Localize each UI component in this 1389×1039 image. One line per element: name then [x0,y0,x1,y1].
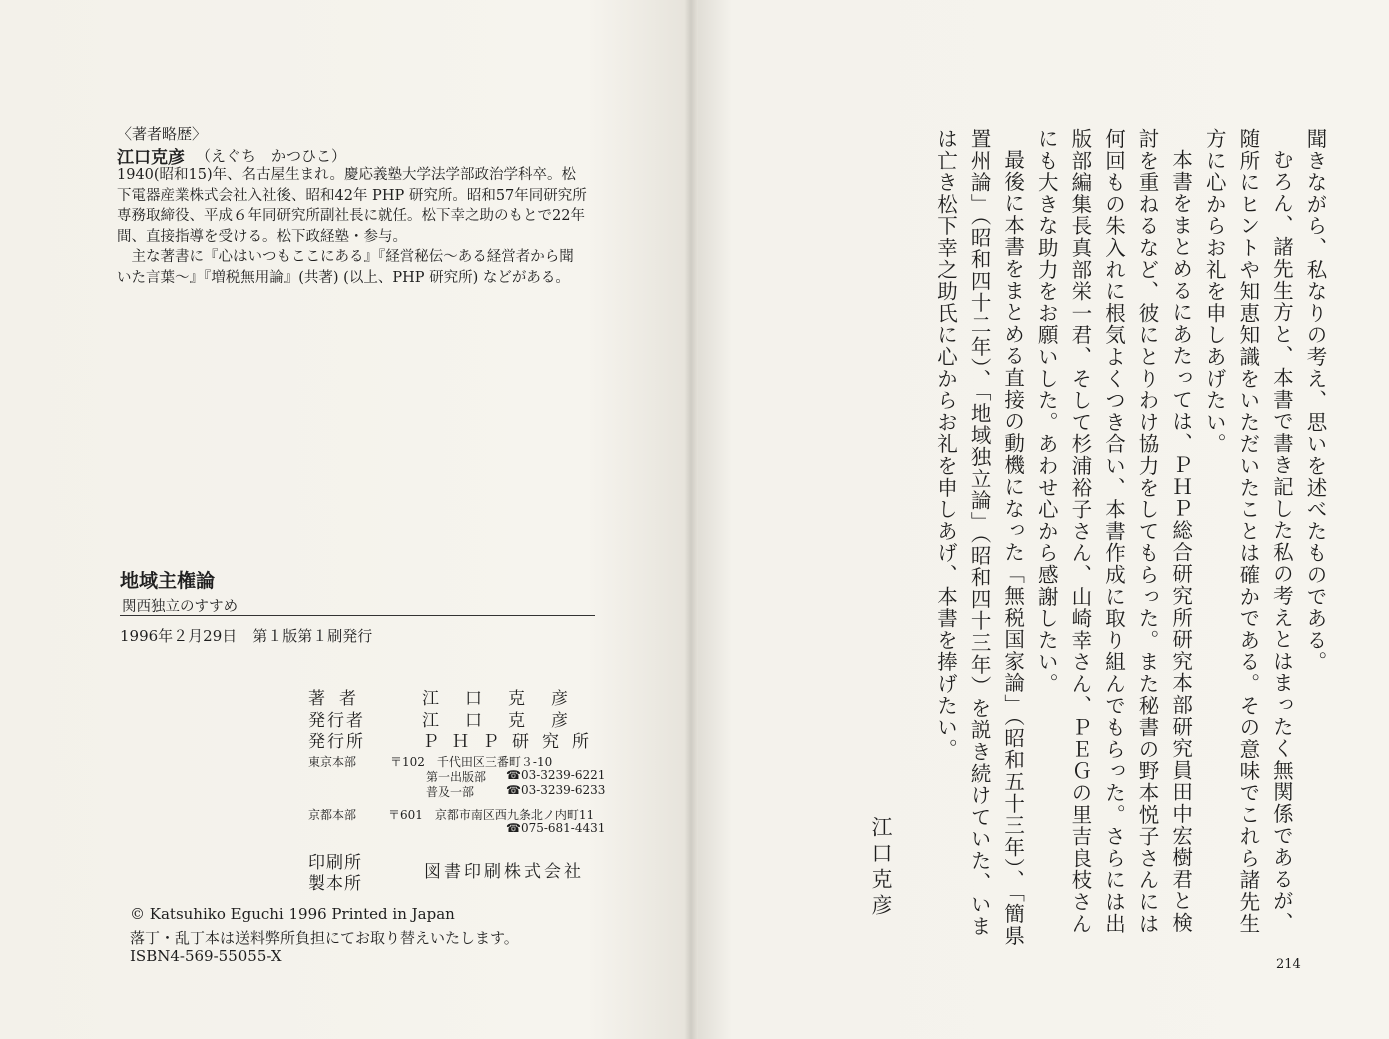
replacement-note: 落丁・乱丁本は送料弊所負担にてお取り替えいたします。 [130,929,519,947]
author-label: 著者 [308,689,370,709]
kyoto-office-phone: ☎075-681-4431 [506,821,606,835]
afterword-paragraph: 聞きながら、私なりの考え、思いを述べたものである。 [1303,128,1327,673]
tokyo-office-label: 東京本部 [308,755,357,769]
publication-date: 1996年２月29日 第１版第１刷発行 [120,627,373,645]
tokyo-dept-label: 普及一部 [426,785,475,799]
publisher-label: 発行者 [308,711,365,731]
author-value: 江口克彦 [422,689,594,709]
publishing-house-label: 発行所 [308,732,365,752]
bio-line: 1940(昭和15)年、名古屋生まれ。慶応義塾大学法学部政治学科卒。松 [117,167,577,183]
kyoto-office-address: 〒601 京都市南区西九条北ノ内町11 [388,808,595,822]
bio-heading: 〈著者略歴〉 [117,125,208,143]
afterword-paragraph: むろん、諸先生方と、本書で書き記した私の考えとはまったく無関係であるが、随所にヒントや知恵知識をいただいたことは確かである。その意味でこれら諸先生方に心からお礼を申しあげたい。 [1202,128,1294,935]
bio-line: 専務取締役、平成６年同研究所副社長に就任。松下幸之助のもとで22年 [117,208,585,224]
printer-value: 図書印刷株式会社 [424,862,584,882]
book-subtitle: 関西独立のすすめ [122,599,239,615]
tokyo-dept-phone: ☎03-3239-6221 [506,768,606,782]
bio-works-line: 主な著書に『心はいつもここにある』『経営秘伝～ある経営者から聞 [131,249,574,265]
publishing-house-value: ＰＨＰ研究所 [422,732,602,752]
book-spine [684,0,698,1039]
tokyo-dept-phone: ☎03-3239-6233 [506,783,606,797]
page-number: 214 [1276,957,1301,972]
publisher-value: 江口克彦 [422,711,594,731]
isbn: ISBN4-569-55055-X [130,947,282,965]
author-signature: 江口克彦 [869,816,893,920]
afterword-body [928,128,1331,948]
bio-works-line: いた言葉～』『増税無用論』(共著) (以上、PHP 研究所) などがある。 [117,269,570,286]
bio-body [117,165,602,288]
book-title: 地域主権論 [120,570,216,592]
colophon-divider [120,615,595,616]
afterword-paragraph: 最後に本書をまとめる直接の動機になった「無税国家論」（昭和五十三年）、「簡県置州論」（昭和四十二年）、「地域独立論」（昭和四十三年）を説き続けていた、いまは亡き松下幸之助氏に心からお礼を申しあげ、本書を捧げたい。 [933,128,1025,947]
tokyo-dept-label: 第一出版部 [426,770,487,784]
bio-line: 下電器産業株式会社入社後、昭和42年 PHP 研究所。昭和57年同研究所 [117,187,587,204]
author-name-reading: （えぐち かつひこ） [196,147,347,165]
copyright-notice: © Katsuhiko Eguchi 1996 Printed in Japan [130,905,455,923]
bio-line: 間、直接指導を受ける。松下政経塾・参与。 [117,228,407,245]
binder-label: 製本所 [308,874,362,894]
author-name: 江口克彦 [117,148,185,168]
printer-label: 印刷所 [308,853,362,873]
kyoto-office-label: 京都本部 [308,808,357,822]
tokyo-office-address: 〒102 千代田区三番町３-10 [390,755,553,769]
afterword-paragraph: 本書をまとめるにあたっては、ＰＨＰ総合研究所研究本部研究員田中宏樹君と検討を重ねるなど、彼にとりわけ協力をしてもらった。また秘書の野本悦子さんには何回もの朱入れに根気よくつき合い、本書作成に取り組んでもらった。さらには出版部編集長真部栄一君、そして杉浦裕子さん、山崎幸さん、ＰＥＧの里吉良枝さんにも大きな助力をお願いした。あわせ心から感謝したい。 [1034,128,1193,935]
